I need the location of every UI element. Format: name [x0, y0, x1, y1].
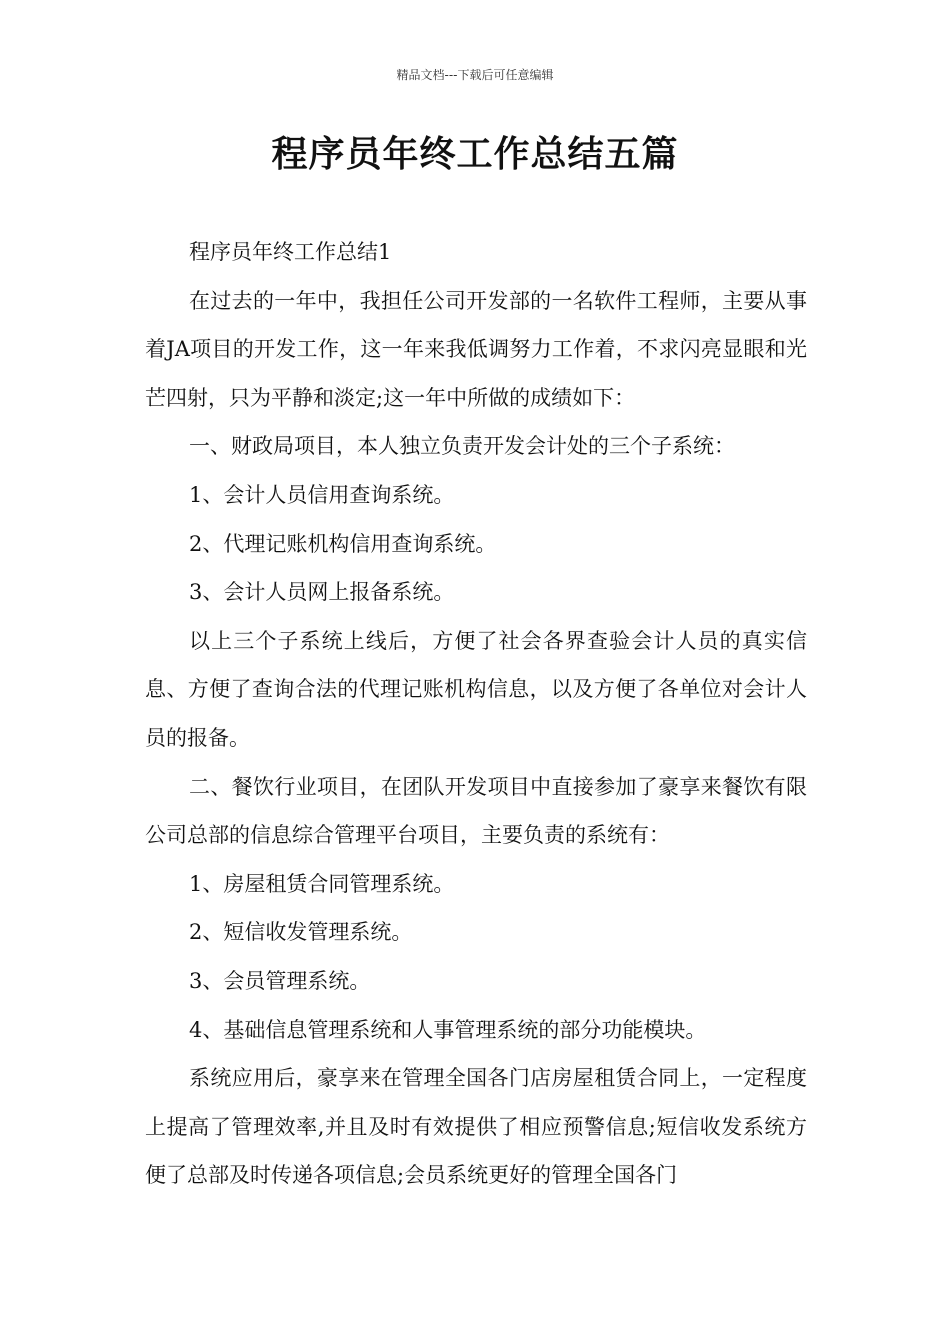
list-item: 1、房屋租赁合同管理系统。 — [189, 871, 455, 896]
document-title: 程序员年终工作总结五篇 — [271, 134, 679, 175]
list-item: 1、会计人员信用查询系统。 — [189, 482, 455, 507]
list-item: 3、会计人员网上报备系统。 — [189, 580, 455, 605]
body-paragraph: 系统应用后，豪享来在管理全国各门店房屋租赁合同上，一定程度上提高了管理效率,并且及时有效提供了相应预警信息;短信收发系统方便了总部及时传递各项信息;会员系统更好的管理全国各门 — [145, 1066, 807, 1188]
list-item: 2、短信收发管理系统。 — [189, 920, 413, 945]
document-header-note: 精品文档---下载后可任意编辑 — [396, 68, 554, 82]
list-item: 4、基础信息管理系统和人事管理系统的部分功能模块。 — [189, 1017, 707, 1042]
list-item: 2、代理记账机构信用查询系统。 — [189, 531, 497, 556]
section-heading: 程序员年终工作总结1 — [189, 240, 392, 264]
list-item: 3、会员管理系统。 — [189, 968, 371, 993]
body-paragraph: 一、财政局项目，本人独立负责开发会计处的三个子系统： — [189, 434, 735, 459]
body-paragraph: 以上三个子系统上线后，方便了社会各界查验会计人员的真实信息、方便了查询合法的代理记账机构信息，以及方便了各单位对会计人员的报备。 — [145, 628, 807, 750]
body-paragraph: 在过去的一年中，我担任公司开发部的一名软件工程师，主要从事着JA项目的开发工作，这一年来我低调努力工作着，不求闪亮显眼和光芒四射，只为平静和淡定;这一年中所做的成绩如下： — [145, 288, 807, 410]
body-paragraph: 二、餐饮行业项目，在团队开发项目中直接参加了豪享来餐饮有限公司总部的信息综合管理平台项目，主要负责的系统有： — [145, 774, 807, 848]
document-body — [145, 228, 807, 1200]
